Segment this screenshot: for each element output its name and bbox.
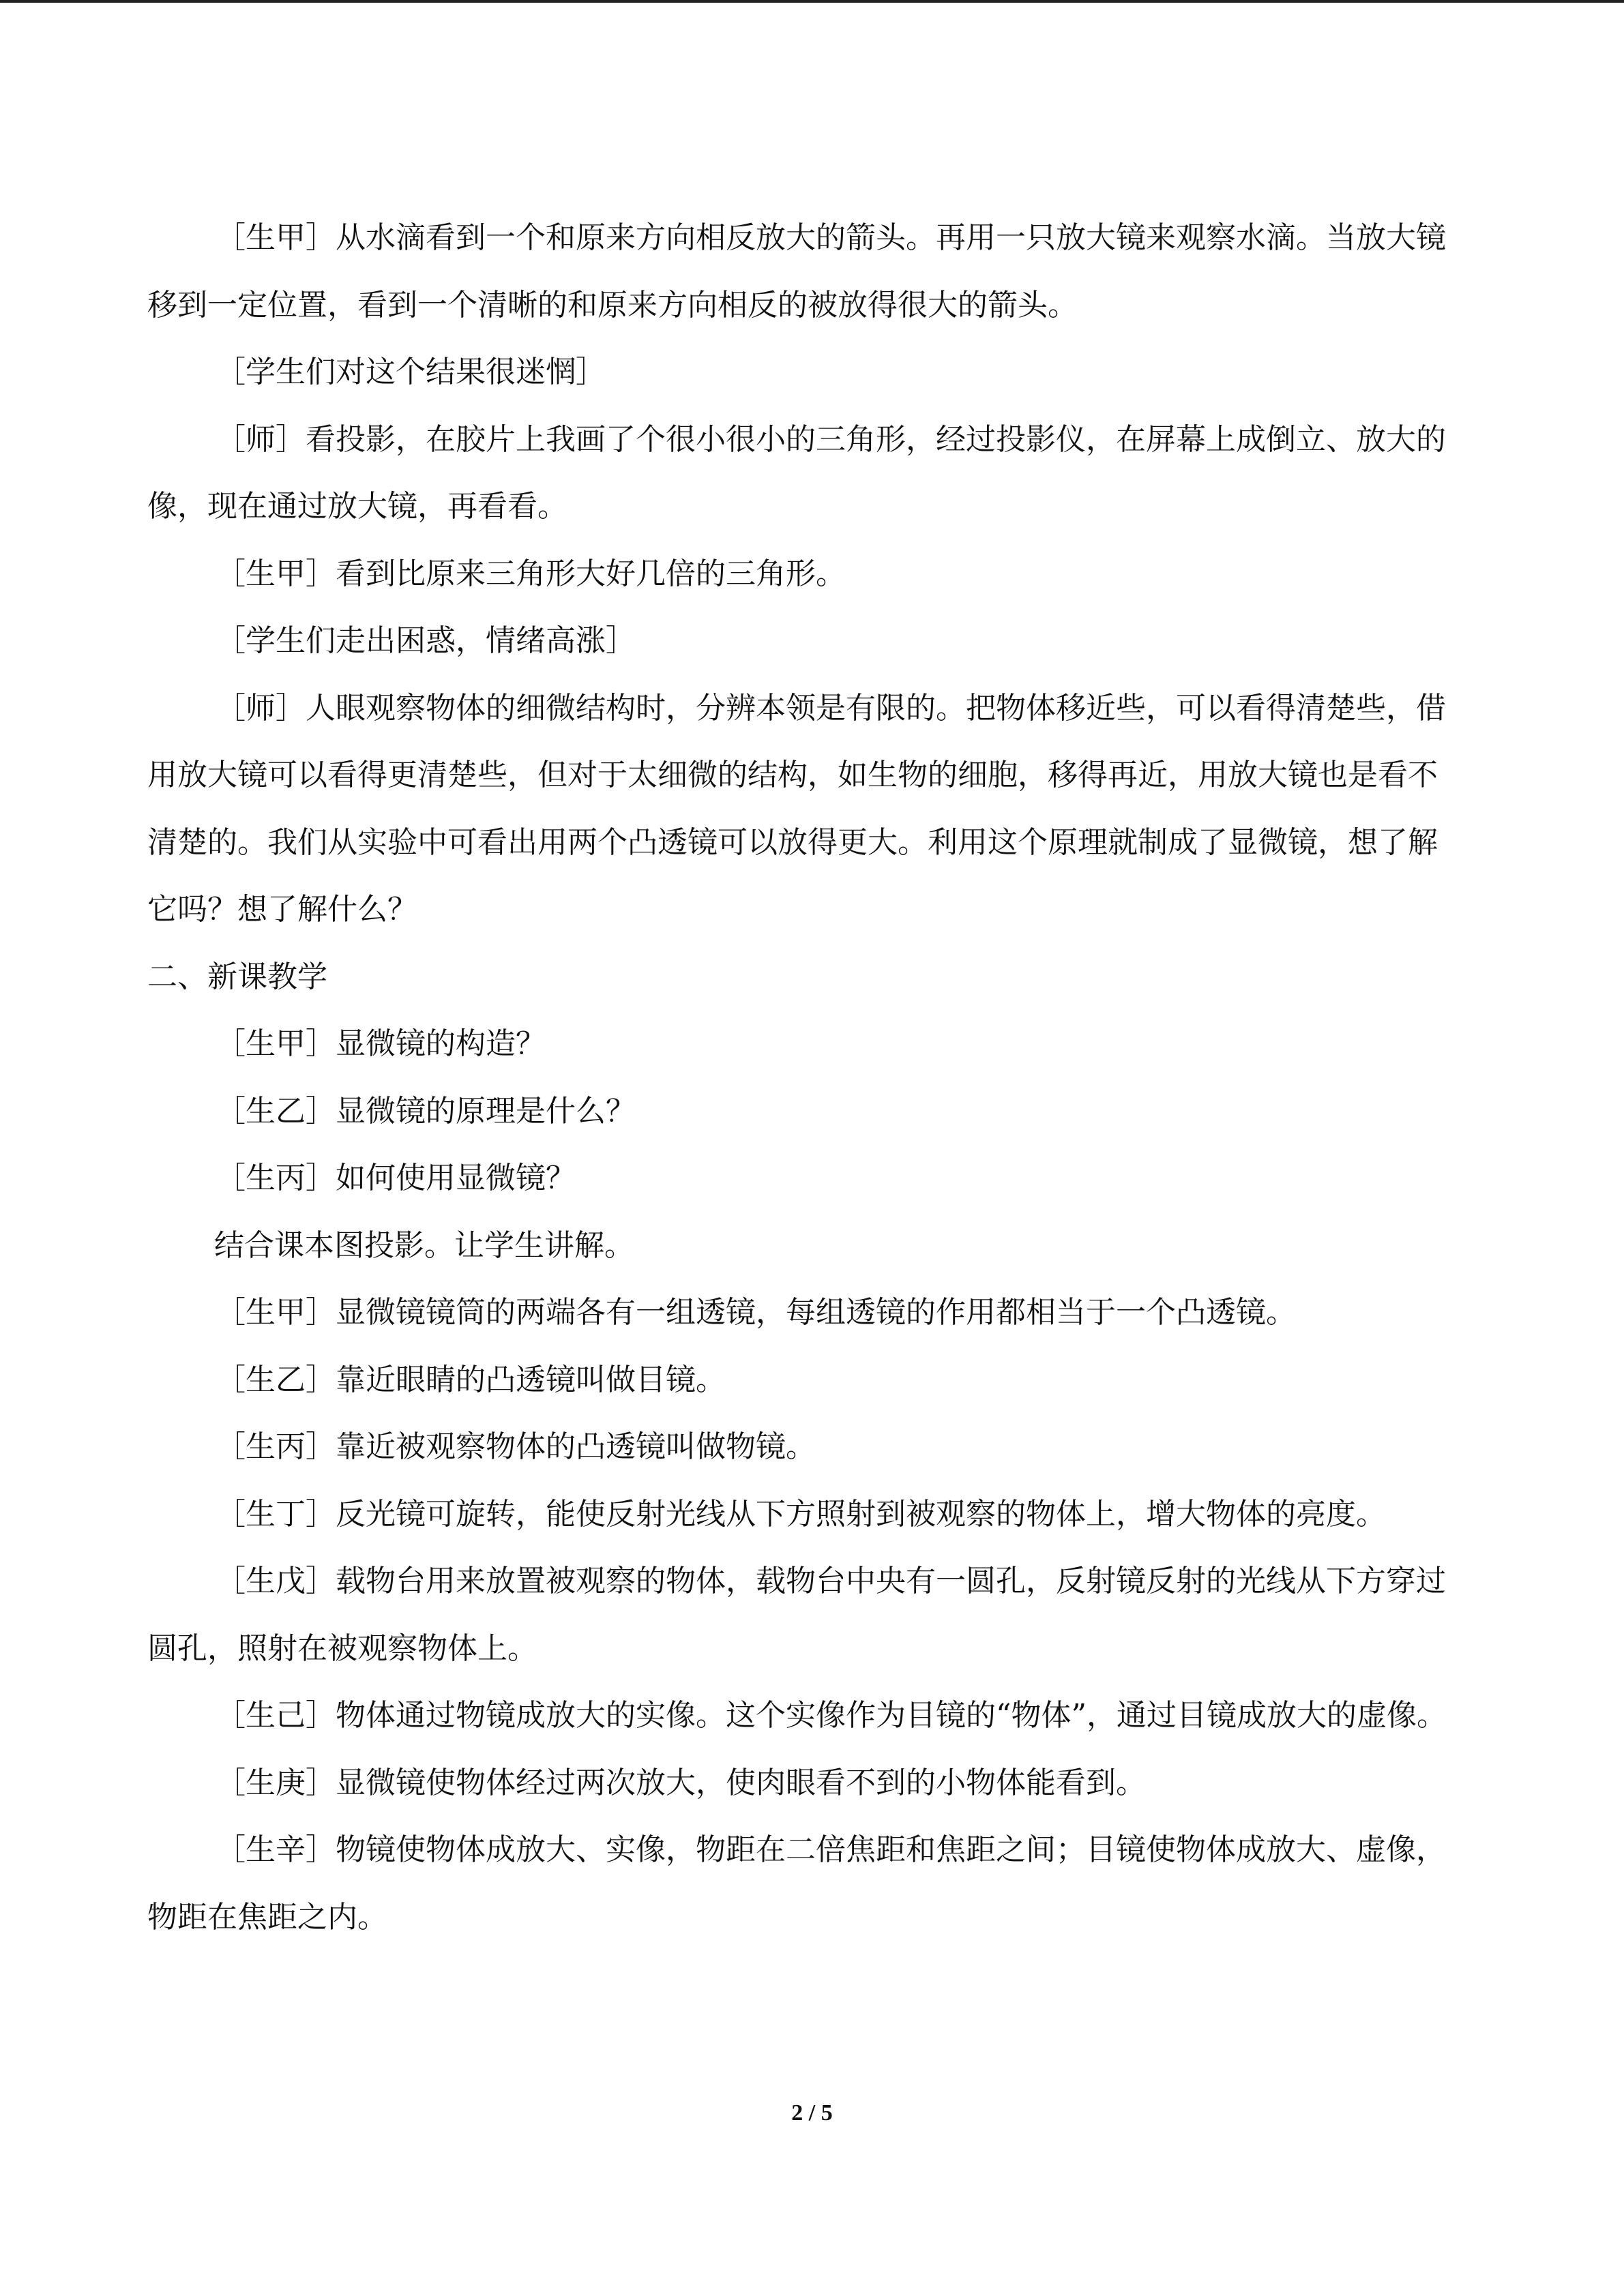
paragraph-1: ［生甲］从水滴看到一个和原来方向相反放大的箭头。再用一只放大镜来观察水滴。当放大镜移到一定位置，看到一个清晰的和原来方向相反的被放得很大的箭头。: [147, 220, 1446, 323]
paragraph-6: ［师］人眼观察物体的细微结构时，分辨本领是有限的。把物体移近些，可以看得清楚些，借用放大镜可以看得更清楚些，但对于太细微的结构，如生物的细胞，移得再近，用放大镜也是看不清楚的。我们从实验中可看出用两个凸透镜可以放得更大。利用这个原理就制成了显微镜，想了解它吗？想了解什么？: [147, 690, 1446, 927]
paragraph-8: ［生甲］显微镜的构造？: [216, 1026, 546, 1061]
paragraph-11: 结合课本图投影。让学生讲解。: [214, 1227, 634, 1263]
section-heading: 二、新课教学: [147, 959, 327, 994]
paragraph-16: ［生戊］载物台用来放置被观察的物体，载物台中央有一圆孔，反射镜反射的光线从下方穿过圆孔，照射在被观察物体上。: [147, 1564, 1446, 1666]
paragraph-2: ［学生们对这个结果很迷惘］: [216, 355, 606, 389]
paragraph-17: ［生己］物体通过物镜成放大的实像。这个实像作为目镜的“物体”，通过目镜成放大的虚像。: [216, 1698, 1447, 1733]
paragraph-10: ［生丙］如何使用显微镜？: [216, 1161, 576, 1195]
document-body: [147, 205, 1467, 1951]
page-top-border: [0, 0, 1624, 3]
paragraph-3: ［师］看投影，在胶片上我画了个很小很小的三角形，经过投影仪，在屏幕上成倒立、放大的像，现在通过放大镜，再看看。: [147, 421, 1446, 524]
paragraph-18: ［生庚］显微镜使物体经过两次放大，使肉眼看不到的小物体能看到。: [216, 1765, 1146, 1800]
paragraph-4: ［生甲］看到比原来三角形大好几倍的三角形。: [216, 556, 846, 591]
paragraph-19: ［生辛］物镜使物体成放大、实像，物距在二倍焦距和焦距之间；目镜使物体成放大、虚像，物距在焦距之内。: [147, 1832, 1446, 1935]
page-number: 2 / 5: [791, 2100, 833, 2126]
paragraph-9: ［生乙］显微镜的原理是什么？: [216, 1093, 636, 1129]
paragraph-13: ［生乙］靠近眼睛的凸透镜叫做目镜。: [216, 1362, 726, 1397]
paragraph-15: ［生丁］反光镜可旋转，能使反射光线从下方照射到被观察的物体上，增大物体的亮度。: [216, 1496, 1386, 1532]
paragraph-5: ［学生们走出困惑，情绪高涨］: [216, 623, 636, 658]
paragraph-14: ［生丙］靠近被观察物体的凸透镜叫做物镜。: [216, 1429, 816, 1464]
paragraph-12: ［生甲］显微镜镜筒的两端各有一组透镜，每组透镜的作用都相当于一个凸透镜。: [216, 1295, 1296, 1330]
